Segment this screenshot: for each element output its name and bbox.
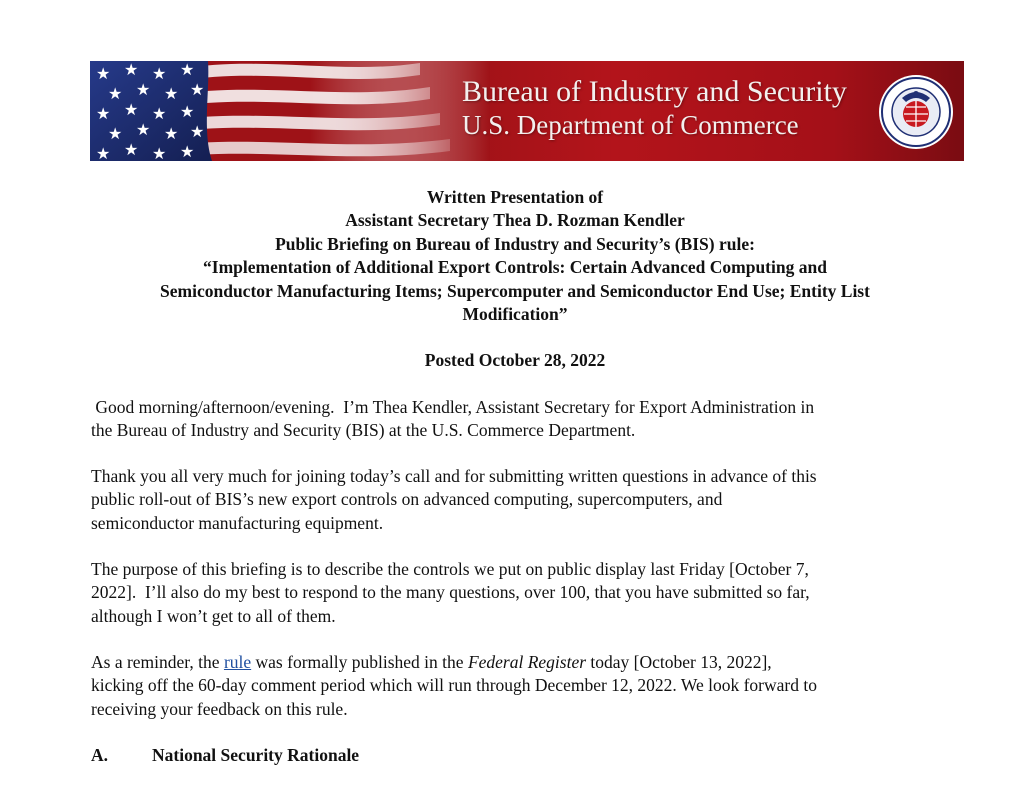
paragraph-line: semiconductor manufacturing equipment. — [91, 512, 384, 533]
paragraph-thanks — [91, 465, 941, 535]
bis-banner — [90, 61, 964, 161]
paragraph-text: today [October 13, 2022], — [586, 652, 772, 672]
paragraph-purpose — [91, 558, 941, 628]
svg-text:★: ★ — [180, 142, 195, 161]
svg-text:★: ★ — [108, 84, 123, 103]
paragraph-greeting — [91, 396, 941, 443]
banner-department-name: U.S. Department of Commerce — [462, 110, 799, 140]
svg-text:★: ★ — [180, 102, 195, 121]
paragraph-line: although I won’t get to all of them. — [91, 605, 336, 626]
paragraph-text: was formally published in the — [251, 652, 468, 672]
posted-date: Posted October 28, 2022 — [424, 350, 606, 370]
svg-text:★: ★ — [190, 80, 205, 99]
federal-register-title: Federal Register — [467, 652, 587, 672]
paragraph-line: public roll-out of BIS’s new export controls on advanced computing, supercomputers, and — [91, 489, 723, 510]
svg-text:★: ★ — [152, 104, 167, 123]
paragraph-line: 2022]. I’ll also do my best to respond to the many questions, over 100, that you have submitted so far, — [91, 582, 810, 603]
rule-link[interactable]: rule — [223, 652, 252, 672]
paragraph-line: kicking off the 60-day comment period which will run through December 12, 2022. We look forward to — [91, 675, 817, 696]
paragraph-reminder — [91, 651, 941, 721]
svg-text:★: ★ — [96, 64, 111, 83]
svg-text:★: ★ — [164, 84, 179, 103]
heading-line-1: Written Presentation of — [426, 187, 604, 207]
section-title: National Security Rationale — [152, 745, 360, 765]
presentation-heading — [90, 186, 940, 326]
paragraph-line: Thank you all very much for joining today’s call and for submitting written questions in advance of this — [91, 466, 817, 486]
svg-text:★: ★ — [96, 104, 111, 123]
svg-text:★: ★ — [136, 80, 151, 99]
paragraph-line: Good morning/afternoon/evening. I’m Thea Kendler, Assistant Secretary for Export Administration in — [91, 397, 815, 417]
american-flag-image — [90, 61, 490, 161]
heading-line-4: “Implementation of Additional Export Controls: Certain Advanced Computing and — [203, 257, 827, 278]
heading-line-3: Public Briefing on Bureau of Industry and Security’s (BIS) rule: — [275, 233, 755, 254]
section-number: A. — [91, 745, 109, 765]
heading-line-5: Semiconductor Manufacturing Items; Supercomputer and Semiconductor End Use; Entity List — [160, 280, 870, 301]
svg-text:★: ★ — [136, 120, 151, 139]
svg-text:★: ★ — [108, 124, 123, 143]
svg-text:★: ★ — [190, 122, 205, 141]
svg-text:★: ★ — [96, 144, 111, 161]
paragraph-line: The purpose of this briefing is to describe the controls we put on public display last Friday [October 7, — [91, 559, 809, 579]
heading-line-6: Modification” — [462, 304, 568, 325]
banner-title — [462, 75, 847, 141]
svg-text:★: ★ — [124, 61, 139, 79]
svg-text:★: ★ — [124, 100, 139, 119]
svg-text:★: ★ — [164, 124, 179, 143]
heading-line-2: Assistant Secretary Thea D. Rozman Kendler — [345, 210, 685, 231]
commerce-seal-icon — [878, 74, 954, 150]
section-heading — [91, 744, 359, 767]
banner-agency-name: Bureau of Industry and Security — [462, 75, 847, 108]
svg-text:★: ★ — [152, 144, 167, 161]
svg-text:★: ★ — [180, 61, 195, 79]
paragraph-line: receiving your feedback on this rule. — [91, 698, 348, 719]
paragraph-text: As a reminder, the — [91, 652, 224, 672]
paragraph-line — [91, 651, 941, 674]
svg-text:★: ★ — [124, 140, 139, 159]
paragraph-line: the Bureau of Industry and Security (BIS) at the U.S. Commerce Department. — [91, 420, 636, 441]
svg-text:★: ★ — [152, 64, 167, 83]
